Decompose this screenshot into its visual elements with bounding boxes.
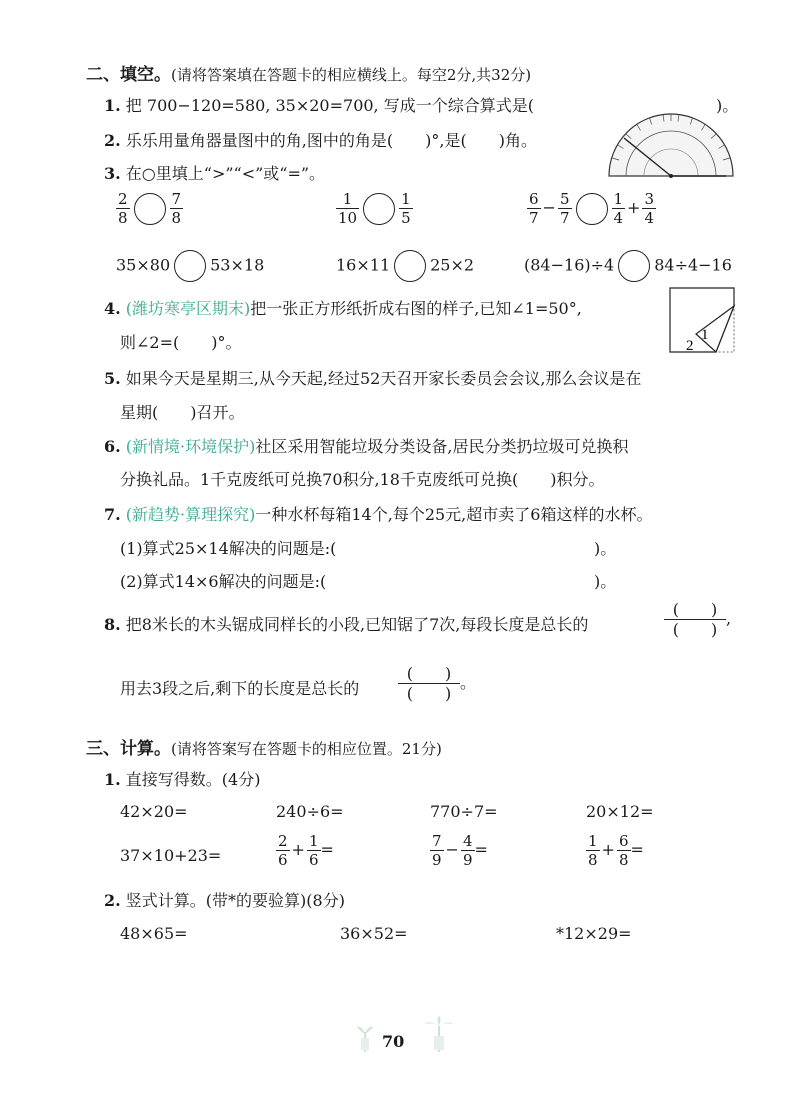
calc-question-1 bbox=[104, 767, 260, 790]
fraction bbox=[399, 190, 413, 227]
denominator: 7 bbox=[529, 209, 539, 227]
denominator: 9 bbox=[462, 851, 473, 869]
fraction bbox=[336, 190, 359, 227]
answer-fraction-1 bbox=[664, 600, 731, 639]
compare-circle[interactable] bbox=[618, 250, 650, 282]
question-number: 5. bbox=[104, 369, 121, 388]
denominator: 4 bbox=[644, 209, 654, 227]
operator: − bbox=[542, 198, 556, 217]
calc-item-fraction bbox=[586, 832, 644, 869]
calc-item: 42×20= bbox=[120, 802, 188, 821]
question-2 bbox=[104, 128, 537, 151]
blank-numerator: ( ) bbox=[406, 664, 452, 683]
compare-circle[interactable] bbox=[363, 193, 395, 225]
angle-2-label: 2 bbox=[686, 338, 694, 354]
denominator: 8 bbox=[618, 851, 629, 869]
numerator: 7 bbox=[432, 832, 442, 850]
fraction bbox=[430, 832, 444, 869]
fraction bbox=[170, 190, 184, 227]
fraction bbox=[461, 832, 475, 869]
question-text: 一种水杯每箱14个,每个25元,超市卖了6箱这样的水杯。 bbox=[255, 505, 653, 524]
question-text: 把 700−120=580, 35×20=700, 写成一个综合算式是( bbox=[125, 96, 534, 115]
calc-item: 770÷7= bbox=[430, 802, 498, 821]
denominator: 9 bbox=[432, 851, 442, 869]
question-number: 8. bbox=[104, 615, 121, 634]
expression-right: 84÷4−16 bbox=[654, 255, 732, 275]
protractor-figure bbox=[604, 108, 738, 182]
question-text: 社区采用智能垃圾分类设备,居民分类扔垃圾可兑换积 bbox=[255, 437, 629, 456]
question-number: 2. bbox=[104, 131, 121, 150]
numerator: 1 bbox=[401, 190, 411, 208]
calc-item: 240÷6= bbox=[276, 802, 344, 821]
question-tag: (潍坊寒亭区期末) bbox=[125, 299, 251, 318]
question-7-sub1: (1)算式25×14解决的问题是:( bbox=[120, 539, 337, 558]
numerator: 3 bbox=[644, 190, 654, 208]
calc-item-fraction bbox=[430, 832, 488, 869]
question-6 bbox=[104, 434, 628, 457]
blank-denominator: ( ) bbox=[664, 619, 726, 639]
blank-numerator: ( ) bbox=[672, 600, 718, 619]
compare-item-2a bbox=[116, 250, 264, 282]
question-number: 1. bbox=[104, 96, 121, 115]
page-number: 70 bbox=[382, 1032, 405, 1051]
question-text: 直接写得数。(4分) bbox=[125, 770, 261, 789]
numerator: 1 bbox=[613, 190, 624, 208]
punctuation: , bbox=[726, 609, 732, 628]
denominator: 5 bbox=[401, 209, 411, 227]
compare-circle[interactable] bbox=[394, 250, 426, 282]
question-5-line2: 星期( )召开。 bbox=[120, 403, 245, 422]
question-5 bbox=[104, 366, 641, 389]
vertical-calc-item: 48×65= bbox=[120, 924, 188, 943]
equals-sign: = bbox=[320, 840, 334, 859]
question-7-sub2-end: )。 bbox=[594, 572, 617, 591]
question-tag: (新情境·环境保护) bbox=[125, 437, 256, 456]
numerator: 5 bbox=[559, 190, 570, 208]
numerator: 4 bbox=[462, 832, 473, 850]
compare-item-1b bbox=[336, 190, 413, 227]
numerator: 1 bbox=[588, 832, 598, 850]
question-4 bbox=[104, 296, 582, 319]
fraction bbox=[612, 190, 626, 227]
numerator: 2 bbox=[278, 832, 288, 850]
expression-right: 53×18 bbox=[210, 255, 265, 275]
numerator: 6 bbox=[529, 190, 539, 208]
question-1-end: )。 bbox=[716, 96, 739, 115]
question-4-line2: 则∠2=( )°。 bbox=[120, 333, 242, 352]
equals-sign: = bbox=[474, 840, 488, 859]
compare-circle[interactable] bbox=[174, 250, 206, 282]
denominator: 8 bbox=[118, 209, 128, 227]
question-number: 6. bbox=[104, 437, 121, 456]
answer-fraction-2 bbox=[398, 664, 476, 703]
fraction bbox=[116, 190, 130, 227]
fraction bbox=[558, 190, 572, 227]
section-title-text: 二、填空。 bbox=[86, 65, 171, 85]
question-text: 把一张正方形纸折成右图的样子,已知∠1=50°, bbox=[250, 299, 582, 318]
palm-decoration-icon bbox=[424, 1016, 454, 1052]
compare-circle[interactable] bbox=[576, 193, 608, 225]
question-number: 4. bbox=[104, 299, 121, 318]
numerator: 1 bbox=[308, 832, 319, 850]
question-text: 把8米长的木头锯成同样长的小段,已知锯了7次,每段长度是总长的 bbox=[125, 615, 589, 634]
section-note: (请将答案写在答题卡的相应位置。21分) bbox=[171, 740, 442, 758]
operator: + bbox=[601, 840, 615, 859]
fraction bbox=[642, 190, 656, 227]
leaf-decoration-icon bbox=[356, 1024, 374, 1052]
numerator: 1 bbox=[342, 190, 353, 208]
calc-question-2 bbox=[104, 888, 345, 911]
angle-1-label: 1 bbox=[701, 327, 709, 343]
equals-sign: = bbox=[630, 840, 644, 859]
expression-right: 25×2 bbox=[430, 255, 475, 275]
fraction bbox=[307, 832, 321, 869]
question-number: 1. bbox=[104, 770, 121, 789]
fraction bbox=[276, 832, 290, 869]
vertical-calc-item: *12×29= bbox=[556, 924, 632, 943]
question-text: 竖式计算。(带*的要验算)(8分) bbox=[125, 891, 345, 910]
compare-item-1c bbox=[527, 190, 656, 227]
question-1 bbox=[104, 93, 534, 116]
denominator: 7 bbox=[559, 209, 570, 227]
fraction bbox=[527, 190, 541, 227]
fraction bbox=[617, 832, 631, 869]
question-7-sub2: (2)算式14×6解决的问题是:( bbox=[120, 572, 327, 591]
calc-item: 37×10+23= bbox=[120, 846, 222, 865]
operator: + bbox=[627, 198, 641, 217]
compare-item-2c bbox=[524, 250, 732, 282]
section-note: (请将答案填在答题卡的相应横线上。每空2分,共32分) bbox=[171, 66, 532, 84]
question-3 bbox=[104, 161, 325, 184]
denominator: 10 bbox=[338, 209, 358, 227]
expression-left: 35×80 bbox=[116, 255, 171, 275]
question-number: 7. bbox=[104, 505, 121, 524]
folded-paper-figure bbox=[668, 286, 738, 356]
compare-circle[interactable] bbox=[134, 193, 166, 225]
section-3-title bbox=[86, 734, 442, 759]
blank-fraction[interactable] bbox=[398, 664, 460, 703]
question-number: 2. bbox=[104, 891, 121, 910]
blank-denominator: ( ) bbox=[398, 683, 460, 703]
question-7 bbox=[104, 502, 652, 525]
expression-left: (84−16)÷4 bbox=[524, 255, 615, 275]
calc-item: 20×12= bbox=[586, 802, 654, 821]
question-text: 在○里填上“>”“<”或“=”。 bbox=[125, 164, 326, 183]
section-title-text: 三、计算。 bbox=[86, 739, 171, 759]
operator: − bbox=[445, 840, 459, 859]
question-6-line2: 分换礼品。1千克废纸可兑换70积分,18千克废纸可兑换( )积分。 bbox=[120, 470, 605, 489]
question-7-sub1-end: )。 bbox=[594, 539, 617, 558]
denominator: 8 bbox=[171, 209, 182, 227]
numerator: 7 bbox=[171, 190, 182, 208]
question-text: 乐乐用量角器量图中的角,图中的角是( )°,是( )角。 bbox=[125, 131, 537, 150]
fraction bbox=[586, 832, 600, 869]
section-2-title bbox=[86, 60, 531, 85]
punctuation: 。 bbox=[460, 673, 477, 692]
denominator: 4 bbox=[613, 209, 624, 227]
question-number: 3. bbox=[104, 164, 121, 183]
expression-left: 16×11 bbox=[336, 255, 391, 275]
vertical-calc-item: 36×52= bbox=[340, 924, 408, 943]
compare-item-1a bbox=[116, 190, 183, 227]
compare-item-2b bbox=[336, 250, 474, 282]
question-tag: (新趋势·算理探究) bbox=[125, 505, 256, 524]
question-8-line2: 用去3段之后,剩下的长度是总长的 bbox=[120, 679, 360, 698]
question-text: 如果今天是星期三,从今天起,经过52天召开家长委员会会议,那么会议是在 bbox=[125, 369, 642, 388]
denominator: 6 bbox=[278, 851, 288, 869]
operator: + bbox=[291, 840, 305, 859]
question-8 bbox=[104, 612, 588, 635]
numerator: 2 bbox=[118, 190, 128, 208]
calc-item-fraction bbox=[276, 832, 334, 869]
denominator: 6 bbox=[308, 851, 319, 869]
numerator: 6 bbox=[618, 832, 629, 850]
blank-fraction[interactable] bbox=[664, 600, 726, 639]
denominator: 8 bbox=[588, 851, 598, 869]
